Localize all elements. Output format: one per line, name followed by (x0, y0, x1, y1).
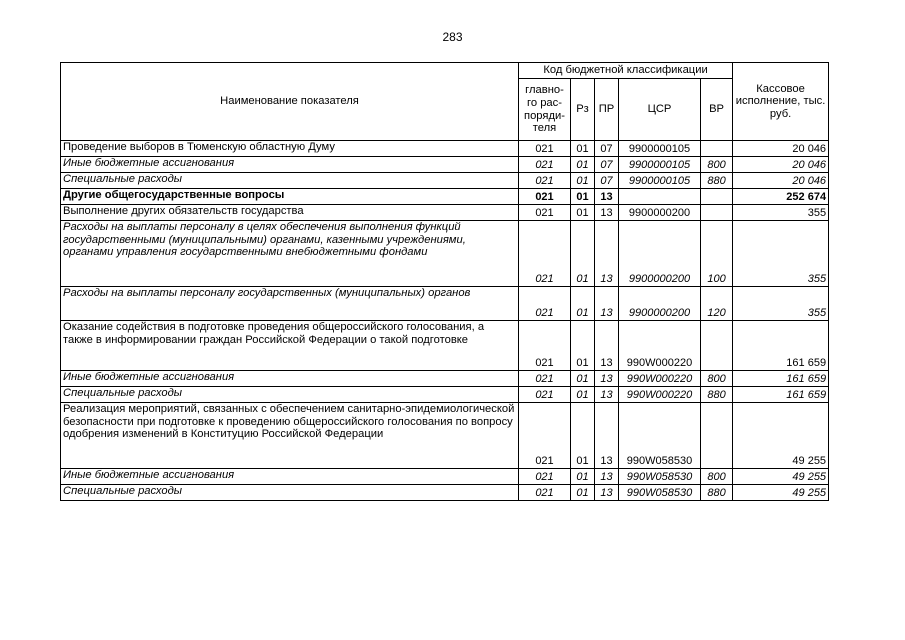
row-sum: 161 659 (733, 387, 829, 403)
table-row (61, 287, 829, 321)
row-name: Проведение выборов в Тюменскую областную Думу (61, 141, 519, 157)
row-vr: 880 (701, 485, 733, 501)
row-glavn: 021 (519, 157, 571, 173)
row-rz: 01 (571, 205, 595, 221)
row-name: Расходы на выплаты персоналу государственных (муниципальных) органов (61, 287, 519, 321)
table-row (61, 321, 829, 371)
table-row (61, 387, 829, 403)
header-glavn: главно-го рас-поряди-теля (519, 79, 571, 141)
row-rz: 01 (571, 485, 595, 501)
row-csr: 990W058530 (619, 403, 701, 469)
row-vr: 800 (701, 157, 733, 173)
row-pr: 07 (595, 157, 619, 173)
table-body (61, 141, 829, 501)
row-name: Специальные расходы (61, 173, 519, 189)
row-vr (701, 321, 733, 371)
row-vr: 120 (701, 287, 733, 321)
row-pr: 13 (595, 287, 619, 321)
table-row (61, 221, 829, 287)
row-pr: 13 (595, 469, 619, 485)
row-csr (619, 189, 701, 205)
row-glavn: 021 (519, 485, 571, 501)
row-rz: 01 (571, 321, 595, 371)
table-row (61, 371, 829, 387)
row-rz: 01 (571, 371, 595, 387)
row-pr: 13 (595, 321, 619, 371)
row-name: Расходы на выплаты персоналу в целях обеспечения выполнения функций государственными (муниципальными) органами, казенными учреждениями, органами управления государственными внебюджетными фондами (61, 221, 519, 287)
row-csr: 9900000200 (619, 205, 701, 221)
row-rz: 01 (571, 287, 595, 321)
row-sum: 49 255 (733, 469, 829, 485)
row-glavn: 021 (519, 189, 571, 205)
row-csr: 990W000220 (619, 321, 701, 371)
row-vr: 800 (701, 371, 733, 387)
row-pr: 07 (595, 173, 619, 189)
table-row (61, 189, 829, 205)
row-glavn: 021 (519, 173, 571, 189)
header-rz: Рз (571, 79, 595, 141)
row-sum: 49 255 (733, 403, 829, 469)
row-csr: 9900000200 (619, 287, 701, 321)
row-name: Специальные расходы (61, 387, 519, 403)
row-pr: 13 (595, 221, 619, 287)
row-rz: 01 (571, 141, 595, 157)
row-glavn: 021 (519, 469, 571, 485)
header-vr: ВР (701, 79, 733, 141)
row-glavn: 021 (519, 321, 571, 371)
row-vr: 100 (701, 221, 733, 287)
row-glavn: 021 (519, 403, 571, 469)
header-kassovoe: Кассовое исполнение, тыс. руб. (733, 63, 829, 141)
row-csr: 9900000105 (619, 141, 701, 157)
row-name: Специальные расходы (61, 485, 519, 501)
row-rz: 01 (571, 173, 595, 189)
header-code-group: Код бюджетной классификации (519, 63, 733, 79)
table-row (61, 205, 829, 221)
row-glavn: 021 (519, 371, 571, 387)
row-name: Другие общегосударственные вопросы (61, 189, 519, 205)
row-vr (701, 189, 733, 205)
row-csr: 990W058530 (619, 469, 701, 485)
table-row (61, 141, 829, 157)
row-sum: 20 046 (733, 157, 829, 173)
row-vr: 880 (701, 173, 733, 189)
table-row (61, 173, 829, 189)
row-name: Иные бюджетные ассигнования (61, 469, 519, 485)
row-name: Оказание содействия в подготовке проведения общероссийского голосования, а также в информировании граждан Российской Федерации о такой подготовке (61, 321, 519, 371)
row-sum: 20 046 (733, 173, 829, 189)
row-sum: 20 046 (733, 141, 829, 157)
row-pr: 13 (595, 403, 619, 469)
row-csr: 990W000220 (619, 387, 701, 403)
row-rz: 01 (571, 221, 595, 287)
row-sum: 252 674 (733, 189, 829, 205)
row-vr: 880 (701, 387, 733, 403)
row-sum: 49 255 (733, 485, 829, 501)
row-rz: 01 (571, 189, 595, 205)
row-pr: 07 (595, 141, 619, 157)
row-csr: 990W058530 (619, 485, 701, 501)
table-row (61, 469, 829, 485)
row-glavn: 021 (519, 141, 571, 157)
row-pr: 13 (595, 485, 619, 501)
row-sum: 355 (733, 221, 829, 287)
row-sum: 355 (733, 287, 829, 321)
table-row (61, 403, 829, 469)
row-rz: 01 (571, 403, 595, 469)
row-rz: 01 (571, 387, 595, 403)
row-pr: 13 (595, 371, 619, 387)
row-vr (701, 141, 733, 157)
row-name: Реализация мероприятий, связанных с обеспечением санитарно-эпидемиологической безопасности при подготовке к проведению общероссийского голосования по вопросу одобрения изменений в Конституцию Российской Федерации (61, 403, 519, 469)
row-name: Иные бюджетные ассигнования (61, 371, 519, 387)
row-sum: 161 659 (733, 371, 829, 387)
row-sum: 161 659 (733, 321, 829, 371)
row-glavn: 021 (519, 387, 571, 403)
row-glavn: 021 (519, 221, 571, 287)
row-pr: 13 (595, 387, 619, 403)
row-rz: 01 (571, 469, 595, 485)
row-csr: 990W000220 (619, 371, 701, 387)
row-csr: 9900000105 (619, 173, 701, 189)
row-glavn: 021 (519, 205, 571, 221)
row-glavn: 021 (519, 287, 571, 321)
row-pr: 13 (595, 189, 619, 205)
row-name: Иные бюджетные ассигнования (61, 157, 519, 173)
row-vr (701, 205, 733, 221)
row-vr (701, 403, 733, 469)
row-rz: 01 (571, 157, 595, 173)
row-name: Выполнение других обязательств государства (61, 205, 519, 221)
budget-table (60, 62, 829, 501)
page-number: 283 (442, 30, 463, 44)
header-name: Наименование показателя (61, 63, 519, 141)
row-pr: 13 (595, 205, 619, 221)
row-csr: 9900000105 (619, 157, 701, 173)
row-csr: 9900000200 (619, 221, 701, 287)
row-vr: 800 (701, 469, 733, 485)
table-row (61, 485, 829, 501)
header-pr: ПР (595, 79, 619, 141)
header-csr: ЦСР (619, 79, 701, 141)
table-row (61, 157, 829, 173)
row-sum: 355 (733, 205, 829, 221)
